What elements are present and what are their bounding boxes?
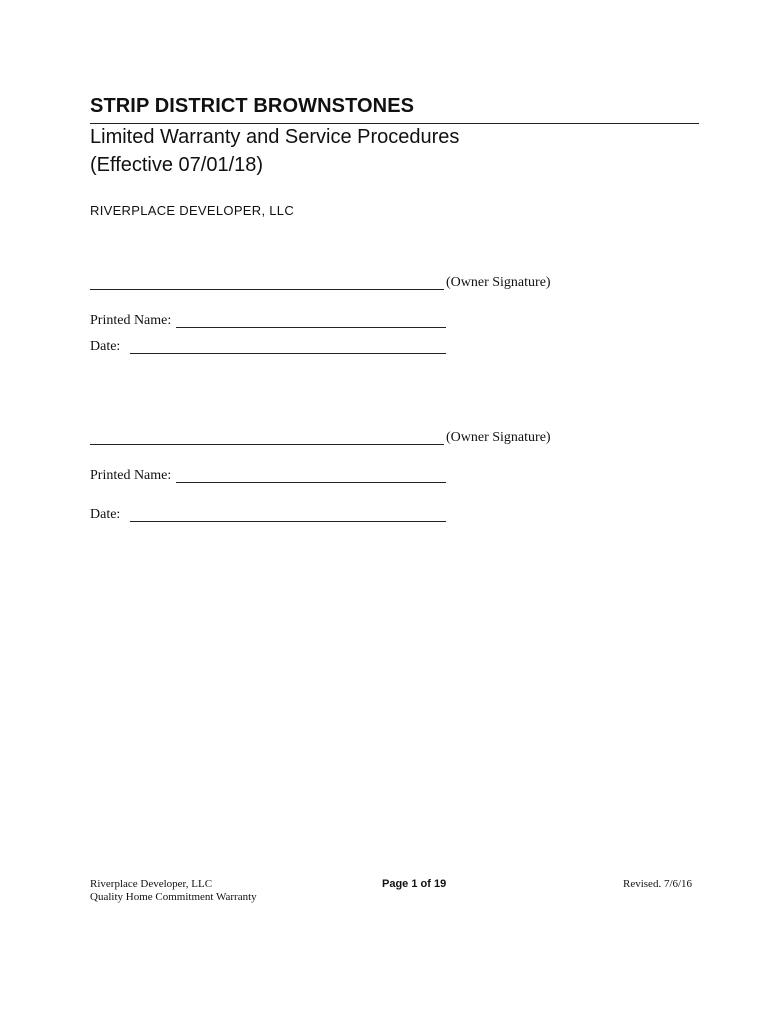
document-subtitle: Limited Warranty and Service Procedures xyxy=(90,126,460,148)
revision-date: Revised. 7/6/16 xyxy=(623,878,693,890)
owner-signature-label: (Owner Signature) xyxy=(446,430,551,445)
printed-name-label: Printed Name: xyxy=(90,313,172,328)
printed-name-line[interactable] xyxy=(176,327,446,328)
footer-program: Quality Home Commitment Warranty xyxy=(90,891,257,903)
effective-date: (Effective 07/01/18) xyxy=(90,154,264,176)
document-title: STRIP DISTRICT BROWNSTONES xyxy=(90,95,415,117)
date-label: Date: xyxy=(90,339,121,354)
date-line[interactable] xyxy=(130,353,446,354)
date-label: Date: xyxy=(90,507,121,522)
title-divider xyxy=(90,123,699,124)
date-line[interactable] xyxy=(130,521,446,522)
footer-company: Riverplace Developer, LLC xyxy=(90,878,213,890)
owner-signature-line[interactable] xyxy=(90,289,444,290)
developer-name: RIVERPLACE DEVELOPER, LLC xyxy=(90,203,295,218)
printed-name-line[interactable] xyxy=(176,482,446,483)
owner-signature-line[interactable] xyxy=(90,444,444,445)
printed-name-label: Printed Name: xyxy=(90,468,172,483)
page-number: Page 1 of 19 xyxy=(382,878,447,890)
owner-signature-label: (Owner Signature) xyxy=(446,275,551,290)
